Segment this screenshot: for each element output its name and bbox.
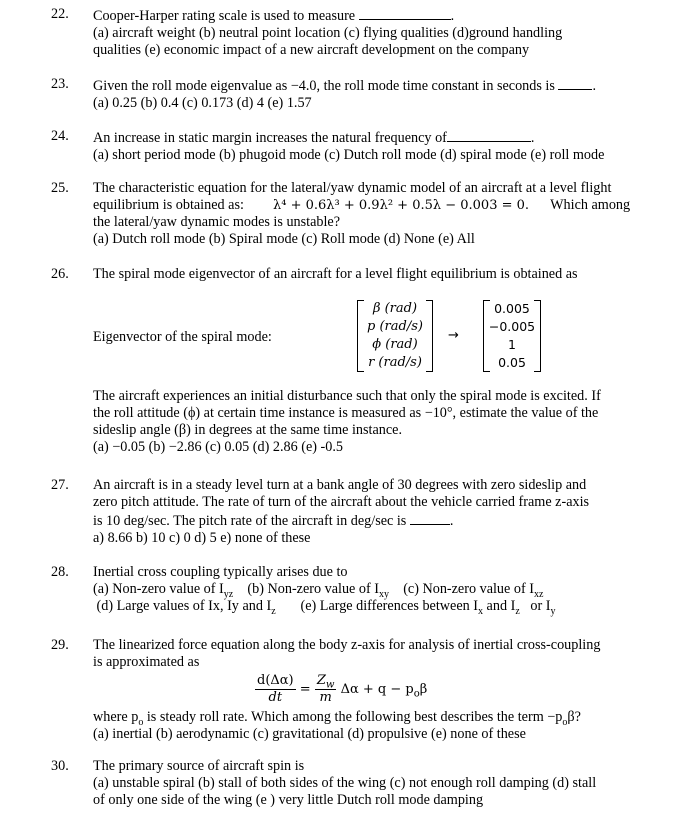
question-text-line: The linearized force equation along the body z-axis for analysis of inertial cross-coupling <box>93 637 601 653</box>
question-text-line: An aircraft is in a steady level turn at a bank angle of 30 degrees with zero sideslip and <box>93 477 587 493</box>
matrix-label-beta: β (rad) <box>372 301 418 316</box>
answer-options: (a) unstable spiral (b) stall of both sides of the wing (c) not enough roll damping (d) stall <box>93 775 597 791</box>
question-text-fragment: Which among <box>550 197 631 213</box>
state-vector-matrix <box>357 300 433 372</box>
z-symbol: Z <box>316 673 326 688</box>
subscript: o <box>413 688 420 700</box>
question-text-line <box>93 709 641 726</box>
option-text: or I <box>519 598 551 614</box>
question-text-line: Inertial cross coupling typically arises due to <box>93 564 348 580</box>
equation-term: Δα + q − p <box>340 682 414 697</box>
question-text-line: sideslip angle (β) in degrees at the same time instance. <box>93 422 402 438</box>
matrix-value: 0.05 <box>498 355 526 370</box>
subscript: o <box>562 716 568 728</box>
denominator: dt <box>268 690 283 705</box>
question-number: 30. <box>51 758 69 774</box>
equation-term: β <box>419 682 428 697</box>
matrix-label-phi: ϕ (rad) <box>372 337 418 352</box>
subscript: o <box>138 716 144 728</box>
denominator: m <box>319 690 332 705</box>
subscript: y <box>550 605 556 617</box>
question-text-line: is approximated as <box>93 654 200 670</box>
matrix-value: 1 <box>508 337 516 352</box>
answer-options: (a) aircraft weight (b) neutral point location (c) flying qualities (d)ground handling <box>93 25 563 41</box>
question-text-fragment: equilibrium is obtained as: <box>93 197 244 213</box>
question-text-line: An increase in static margin increases the natural frequency of <box>93 130 447 146</box>
question-text: is 10 deg/sec. The pitch rate of the aircraft in deg/sec is . <box>93 513 454 529</box>
equals-sign: = <box>299 682 311 697</box>
numerator: d(Δα) <box>257 673 294 688</box>
answer-options: qualities (e) economic impact of a new aircraft development on the company <box>93 42 530 58</box>
matrix-value: 0.005 <box>494 301 530 316</box>
question-text-line: zero pitch attitude. The rate of turn of the aircraft about the vehicle carried frame z-axis <box>93 494 590 510</box>
option-text: (d) Large values of Ix, Iy and I <box>93 598 272 614</box>
equation-terms <box>340 682 428 700</box>
question-text-line: The primary source of aircraft spin is <box>93 758 305 774</box>
eigenvector-label: Eigenvector of the spiral mode: <box>93 329 272 345</box>
question-text-line <box>93 197 641 214</box>
option-text: (c) Non-zero value of I <box>389 581 534 597</box>
answer-options: (a) Dutch roll mode (b) Spiral mode (c) Roll mode (d) None (e) All <box>93 231 475 247</box>
answer-options: (a) 0.25 (b) 0.4 (c) 0.173 (d) 4 (e) 1.57 <box>93 95 312 111</box>
matrix-value: −0.005 <box>488 319 536 334</box>
question-text-line: The aircraft experiences an initial disturbance such that only the spiral mode is excited. If <box>93 388 601 404</box>
eigenvector-value-matrix <box>483 300 541 372</box>
question-number: 29. <box>51 637 69 653</box>
question-text-line: Given the roll mode eigenvalue as −4.0, the roll mode time constant in seconds is <box>93 78 555 94</box>
question-text-line: Cooper-Harper rating scale is used to measure <box>93 8 356 24</box>
text-fragment: β? <box>567 709 581 725</box>
text-fragment: where p <box>93 709 139 725</box>
answer-options: a) 8.66 b) 10 c) 0 d) 5 e) none of these <box>93 530 311 546</box>
question-number: 28. <box>51 564 69 580</box>
matrix-label-r: r (rad/s) <box>368 355 422 370</box>
answer-options: (a) −0.05 (b) −2.86 (c) 0.05 (d) 2.86 (e) -0.5 <box>93 439 344 455</box>
question-text: Given the roll mode eigenvalue as −4.0, the roll mode time constant in seconds is . <box>93 78 596 94</box>
question-number: 23. <box>51 76 69 92</box>
option-text: (a) Non-zero value of I <box>93 581 224 597</box>
subscript: xz <box>533 588 544 600</box>
answer-blank <box>410 511 450 525</box>
matrix-label-p: p (rad/s) <box>367 319 423 334</box>
answer-blank <box>558 76 592 90</box>
question-number: 24. <box>51 128 69 144</box>
question-text-line: the roll attitude (ϕ) at certain time instance is measured as −10°, estimate the value of the <box>93 405 599 421</box>
question-text: Cooper-Harper rating scale is used to measure . <box>93 8 455 24</box>
subscript: xy <box>379 588 389 600</box>
force-equation <box>255 673 427 706</box>
answer-options: (a) inertial (b) aerodynamic (c) gravitational (d) propulsive (e) none of these <box>93 726 526 742</box>
option-text: (b) Non-zero value of I <box>233 581 379 597</box>
answer-options: of only one side of the wing (e ) very little Dutch roll mode damping <box>93 792 484 808</box>
numerator <box>315 673 337 690</box>
right-arrow-icon: → <box>448 328 459 343</box>
subscript: yz <box>223 588 234 600</box>
question-number: 27. <box>51 477 69 493</box>
answer-options <box>93 598 641 615</box>
question-number: 25. <box>51 180 69 196</box>
question-text-line: the lateral/yaw dynamic modes is unstable? <box>93 214 341 230</box>
question-text-line: is 10 deg/sec. The pitch rate of the aircraft in deg/sec is <box>93 513 407 529</box>
subscript: z <box>515 605 520 617</box>
option-text: and I <box>483 598 516 614</box>
subscript: z <box>271 605 276 617</box>
subscript: x <box>478 605 483 617</box>
text-fragment: is steady roll rate. Which among the following best describes the term −p <box>143 709 563 725</box>
subscript: w <box>325 679 335 691</box>
question-text-line: The characteristic equation for the lateral/yaw dynamic model of an aircraft at a level flight <box>93 180 612 196</box>
characteristic-equation: λ⁴ + 0.6λ³ + 0.9λ² + 0.5λ − 0.003 = 0. <box>273 198 530 213</box>
question-text-line: The spiral mode eigenvector of an aircraft for a level flight equilibrium is obtained as <box>93 266 578 282</box>
option-text: (e) Large differences between I <box>275 598 478 614</box>
answer-options: (a) short period mode (b) phugoid mode (c) Dutch roll mode (d) spiral mode (e) roll mode <box>93 147 605 163</box>
question-text: An increase in static margin increases the natural frequency of . <box>93 130 535 146</box>
fraction-rhs <box>315 673 337 706</box>
answer-blank <box>447 128 531 142</box>
answer-blank <box>359 6 451 20</box>
answer-options <box>93 581 641 598</box>
fraction-lhs <box>255 673 296 706</box>
question-number: 26. <box>51 266 69 282</box>
question-number: 22. <box>51 6 69 22</box>
